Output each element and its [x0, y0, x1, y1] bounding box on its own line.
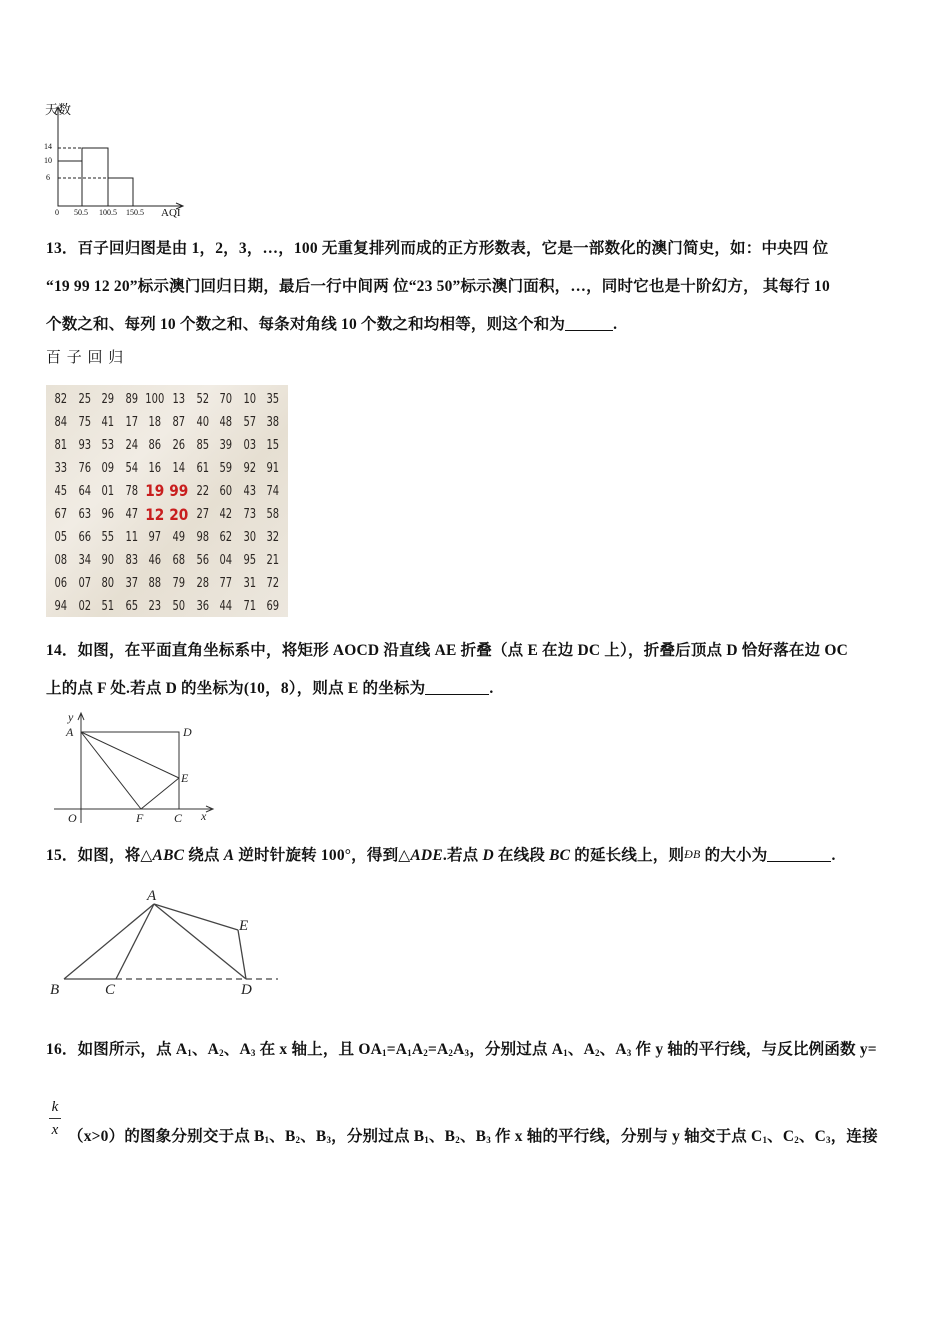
magic-square-photo	[46, 385, 288, 617]
grid-cell: 52	[196, 390, 209, 407]
grid-cell: 23	[148, 598, 162, 615]
period: .	[489, 680, 494, 697]
q16-text: 、A	[191, 1041, 220, 1058]
subscript: 3	[250, 1048, 256, 1058]
grid-cell: 28	[196, 575, 209, 592]
grid-cell: 27	[196, 506, 209, 523]
fraction-numerator: k	[51, 1099, 59, 1115]
origin-label: O	[68, 811, 77, 825]
grid-row	[49, 387, 285, 410]
aqi-histogram	[40, 96, 200, 221]
grid-cell: 50	[172, 598, 186, 615]
q16-text: 、A	[567, 1041, 595, 1058]
grid-cell: 33	[54, 459, 68, 476]
grid-cell: 24	[125, 436, 138, 453]
grid-cell: 64	[78, 482, 91, 499]
q15-text: 的延长线上，则	[570, 847, 685, 864]
grid-cell: 72	[266, 575, 280, 592]
grid-cell: 95	[243, 552, 256, 569]
q16-text: 、B	[269, 1128, 296, 1145]
subscript: 2	[423, 1048, 428, 1058]
grid-cell: 75	[78, 413, 91, 430]
grid-cell: 86	[148, 436, 162, 453]
grid-cell: 91	[266, 459, 280, 476]
grid-cell: 41	[101, 413, 115, 430]
q15-var: A	[223, 847, 235, 864]
point-a-label: A	[147, 888, 157, 904]
grid-cell: 22	[196, 482, 209, 499]
point-a-label: A	[66, 725, 74, 739]
grid-row	[49, 410, 285, 433]
grid-cell: 29	[101, 390, 115, 407]
point-d-label: D	[241, 982, 252, 998]
grid-cell: 37	[125, 575, 138, 592]
grid-cell: 87	[172, 413, 186, 430]
grid-cell: 07	[78, 575, 91, 592]
q16-text: ，分别过点 A	[469, 1041, 564, 1058]
grid-cell: 93	[78, 436, 91, 453]
angle-symbol: ÐB	[684, 847, 701, 861]
grid-cell: 54	[125, 459, 138, 476]
subscript: 1	[187, 1048, 192, 1058]
grid-cell: 53	[101, 436, 115, 453]
grid-row	[49, 433, 285, 456]
grid-cell: 77	[219, 575, 233, 592]
q16-text: 作 x 轴的平行线，分别与 y 轴交于点 C	[490, 1128, 763, 1145]
q16-text: 、C	[767, 1128, 795, 1145]
q15-text: 绕点	[184, 847, 224, 864]
grid-row	[49, 456, 285, 479]
q14-line-1: 14．如图，在平面直角坐标系中，将矩形 AOCD 沿直线 AE 折叠（点 E 在边 DC 上），折叠后顶点 D 恰好落在边 OC	[46, 642, 849, 659]
grid-cell: 56	[196, 552, 209, 569]
subscript: 2	[219, 1048, 224, 1058]
grid-cell: 69	[266, 598, 280, 615]
grid-cell: 90	[101, 552, 115, 569]
grid-cell: 62	[219, 529, 233, 546]
subscript: 2	[448, 1048, 454, 1058]
subscript: 2	[594, 1048, 600, 1058]
histogram-ylabel: 天数	[45, 102, 72, 117]
q15-var: ADE	[410, 847, 443, 864]
q13-line-1: 13．百子回归图是由 1，2，3，…，100 无重复排列而成的正方形数表，它是一部数化的澳门简史，如：中央四 位	[46, 240, 829, 257]
grid-cell-highlight: 19	[145, 481, 165, 501]
point-c-label: C	[105, 982, 116, 998]
grid-cell-highlight: 20	[169, 504, 189, 524]
grid-cell: 88	[148, 575, 162, 592]
x-tick-150-5: 150.5	[126, 208, 144, 217]
answer-blank	[767, 847, 831, 862]
q16-text: =A	[386, 1041, 408, 1058]
grid-cell: 46	[148, 552, 162, 569]
grid-cell: 68	[172, 552, 186, 569]
period: .	[613, 316, 618, 333]
answer-blank	[425, 680, 489, 695]
grid-row	[49, 479, 285, 502]
fraction-denominator: x	[51, 1122, 59, 1138]
point-e-label: E	[239, 918, 249, 934]
point-c-label: C	[174, 811, 183, 825]
grid-cell: 97	[148, 529, 162, 546]
q16-text: 作 y 轴的平行线，与反比例函数 y=	[631, 1041, 877, 1058]
q16-text: ，连接	[830, 1128, 878, 1145]
q15-var: BC	[549, 847, 571, 864]
q16-text: 、B	[428, 1128, 456, 1145]
grid-cell: 80	[101, 575, 115, 592]
grid-cell: 13	[172, 390, 186, 407]
grid-cell: 67	[54, 506, 68, 523]
grid-cell: 100	[145, 390, 165, 407]
grid-cell: 36	[196, 598, 209, 615]
grid-cell: 48	[219, 413, 233, 430]
grid-cell: 16	[148, 459, 162, 476]
grid-cell: 30	[243, 529, 256, 546]
grid-cell-highlight: 99	[169, 481, 189, 501]
q13-line-3	[46, 312, 617, 334]
grid-cell: 92	[243, 459, 256, 476]
grid-cell: 59	[219, 459, 233, 476]
grid-cell: 71	[243, 598, 256, 615]
grid-cell: 04	[219, 552, 233, 569]
grid-cell: 66	[78, 529, 91, 546]
grid-cell: 58	[266, 506, 280, 523]
q15-line-1	[46, 843, 836, 865]
grid-cell: 60	[219, 482, 233, 499]
grid-cell: 49	[172, 529, 186, 546]
point-b-label: B	[50, 982, 60, 998]
answer-blank	[565, 316, 613, 331]
grid-cell: 42	[219, 506, 233, 523]
q16-line-2	[68, 1124, 878, 1146]
grid-cell: 83	[125, 552, 138, 569]
grid-cell: 63	[78, 506, 91, 523]
subscript: 2	[455, 1135, 460, 1145]
magic-square-grid	[49, 387, 285, 618]
q16-text: 、B	[300, 1128, 327, 1145]
q16-text: A	[453, 1041, 465, 1058]
subscript: 1	[407, 1048, 412, 1058]
grid-cell: 55	[101, 529, 115, 546]
q15-text: .若点	[442, 847, 483, 864]
subscript: 3	[464, 1048, 470, 1058]
grid-cell: 61	[196, 459, 209, 476]
q14-line-2-text: 上的点 F 处.若点 D 的坐标为(10，8），则点 E 的坐标为	[46, 680, 426, 697]
grid-cell: 01	[101, 482, 115, 499]
grid-cell: 96	[101, 506, 115, 523]
grid-cell: 94	[54, 598, 68, 615]
subscript: 1	[563, 1048, 568, 1058]
q15-triangle-figure	[46, 880, 286, 1000]
grid-cell: 43	[243, 482, 256, 499]
grid-cell: 47	[125, 506, 138, 523]
y-tick-14: 14	[44, 142, 52, 151]
q16-text: 、C	[798, 1128, 827, 1145]
q13-line-2: “19 99 12 20”标示澳门回归日期，最后一行中间两 位“23 50”标示澳门面积，…，同时它也是十阶幻方， 其每行 10	[46, 278, 830, 295]
q14-line-2	[46, 676, 493, 698]
grid-cell: 26	[172, 436, 186, 453]
y-tick-6: 6	[46, 173, 50, 182]
period: .	[831, 847, 836, 864]
grid-row	[49, 572, 285, 595]
grid-cell: 06	[54, 575, 68, 592]
q15-var: ABC	[152, 847, 185, 864]
q16-text: 、A	[223, 1041, 251, 1058]
grid-cell: 21	[266, 552, 280, 569]
grid-row	[49, 502, 285, 525]
y-tick-10: 10	[44, 156, 52, 165]
q16-text: ，分别过点 B	[331, 1128, 425, 1145]
grid-cell: 09	[101, 459, 115, 476]
grid-cell: 84	[54, 413, 68, 430]
subscript: 2	[295, 1135, 301, 1145]
subscript: 3	[826, 1135, 831, 1145]
grid-cell: 98	[196, 529, 209, 546]
q16-text: （x>0）的图象分别交于点 B	[68, 1128, 265, 1145]
x-tick-50-5: 50.5	[74, 208, 88, 217]
q15-text: 在线段	[493, 847, 550, 864]
q13-caption: 百 子 回 归	[46, 350, 125, 366]
point-d-label: D	[183, 725, 192, 739]
q15-text: 逆时针旋转 100°，得到△	[234, 847, 411, 864]
grid-cell: 78	[125, 482, 138, 499]
q15-text: 的大小为	[700, 847, 768, 864]
x-tick-0: 0	[55, 208, 59, 217]
q15-var: D	[482, 847, 494, 864]
grid-cell: 03	[243, 436, 256, 453]
subscript: 3	[486, 1135, 491, 1145]
grid-cell: 81	[54, 436, 68, 453]
grid-cell: 76	[78, 459, 91, 476]
q14-coordinate-figure	[48, 708, 228, 828]
grid-cell: 44	[219, 598, 233, 615]
grid-cell: 25	[78, 390, 91, 407]
grid-cell: 74	[266, 482, 280, 499]
fraction-bar	[49, 1118, 61, 1119]
grid-cell: 57	[243, 413, 256, 430]
subscript: 2	[794, 1135, 799, 1145]
grid-cell: 02	[78, 598, 91, 615]
grid-row	[49, 549, 285, 572]
subscript: 1	[424, 1135, 429, 1145]
grid-cell: 45	[54, 482, 68, 499]
point-f-label: F	[136, 811, 144, 825]
grid-cell: 38	[266, 413, 280, 430]
q16-text: 在 x 轴上，且 OA	[255, 1041, 382, 1058]
grid-cell: 08	[54, 552, 68, 569]
grid-cell: 39	[219, 436, 233, 453]
x-tick-100-5: 100.5	[99, 208, 117, 217]
grid-cell: 82	[54, 390, 68, 407]
grid-cell: 31	[243, 575, 256, 592]
q13-line-3-text: 个数之和、每列 10 个数之和、每条对角线 10 个数之和均相等，则这个和为	[46, 316, 566, 333]
subscript: 1	[381, 1048, 387, 1058]
grid-cell: 73	[243, 506, 256, 523]
q16-text: 、B	[459, 1128, 487, 1145]
grid-cell: 70	[219, 390, 233, 407]
fraction-k-over-x	[48, 1098, 62, 1142]
q16-text: A	[411, 1041, 424, 1058]
grid-cell: 14	[172, 459, 186, 476]
grid-cell: 79	[172, 575, 186, 592]
histogram-xlabel: AQI	[161, 207, 181, 219]
q16-text: 16．如图所示，点 A	[46, 1041, 188, 1058]
grid-row	[49, 526, 285, 549]
grid-cell: 89	[125, 390, 138, 407]
q16-line-1	[46, 1037, 877, 1059]
grid-cell: 15	[266, 436, 280, 453]
grid-cell: 32	[266, 529, 280, 546]
x-axis-label: x	[201, 809, 207, 823]
grid-cell: 51	[101, 598, 115, 615]
grid-row	[49, 595, 285, 618]
grid-cell: 11	[125, 529, 138, 546]
subscript: 3	[626, 1048, 632, 1058]
q16-text: =A	[427, 1041, 449, 1058]
subscript: 1	[264, 1135, 270, 1145]
grid-cell-highlight: 12	[145, 504, 165, 524]
q16-text: 、A	[599, 1041, 627, 1058]
grid-cell: 05	[54, 529, 68, 546]
grid-cell: 34	[78, 552, 91, 569]
subscript: 3	[326, 1135, 332, 1145]
grid-cell: 17	[125, 413, 138, 430]
grid-cell: 65	[125, 598, 138, 615]
subscript: 1	[762, 1135, 768, 1145]
grid-cell: 10	[243, 390, 256, 407]
grid-cell: 40	[196, 413, 209, 430]
grid-cell: 85	[196, 436, 209, 453]
q15-text: 15．如图，将△	[46, 847, 153, 864]
y-axis-label: y	[68, 710, 74, 724]
grid-cell: 18	[148, 413, 162, 430]
point-e-label: E	[181, 771, 189, 785]
grid-cell: 35	[266, 390, 280, 407]
